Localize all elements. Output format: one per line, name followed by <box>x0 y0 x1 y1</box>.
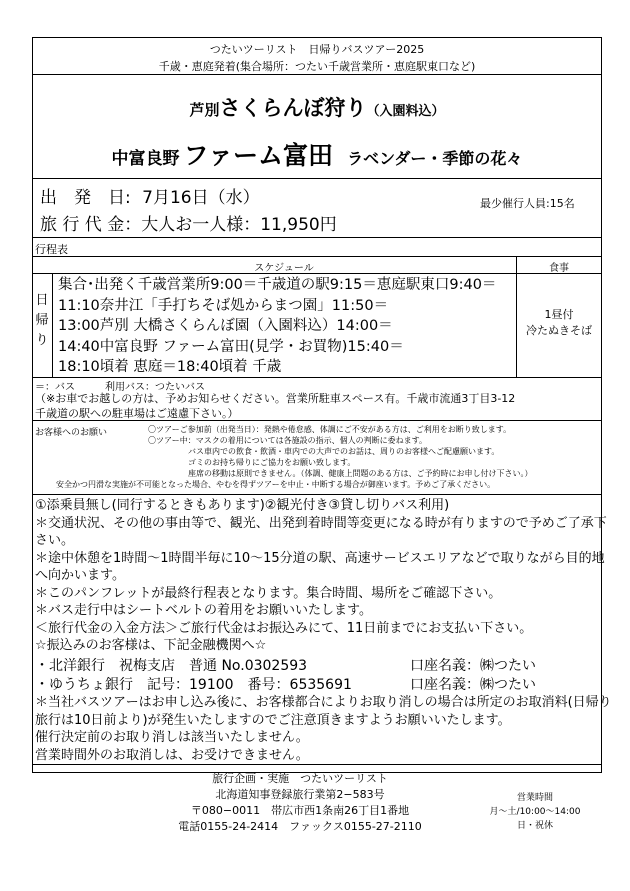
schedule-line: 13:00芦別 大橋さくらんぼ園（入園料込）14:00＝ <box>58 318 393 334</box>
condition-line: へ向かいます。 <box>35 568 125 583</box>
itinerary-day-sep <box>52 273 53 378</box>
condition-line: ＊交通状況、その他の事由等で、観光、出発到着時間等変更になる時が有りますので予めご了承下 <box>35 515 607 531</box>
price-divider <box>32 237 602 238</box>
title1-note: （入園料込） <box>366 104 445 119</box>
request-line: ゴミのお持ち帰りにご協力をお願い致します。 <box>188 458 356 467</box>
col-meal-header: 食事 <box>549 263 569 274</box>
condition-line: ☆振込みのお客様は、下記金融機関へ☆ <box>35 638 267 653</box>
price-value: 大人お一人様：11,950円 <box>141 215 337 235</box>
cancellation <box>35 694 612 764</box>
footer-line: 電話0155-24-2414 ファックス0155-27-2110 <box>178 820 422 833</box>
departure-value: 7月16日（水） <box>142 188 260 208</box>
requests-divider-bottom <box>32 494 602 495</box>
requests-label: お客様へのお願い <box>35 428 108 438</box>
cancel-line: ＊当社バスツアーはお申し込み後に、お客様都合によりお取り消しの場合は所定のお取消料(日帰り <box>35 695 612 710</box>
bank-row <box>35 674 600 694</box>
price-label: 旅 行 代 金： <box>40 215 142 235</box>
footer-divider <box>32 764 602 765</box>
request-line: 〇ツアーご参加前（出発当日）：発熱や倦怠感、体調にご不安がある方は、ご利用をお断り致します。 <box>148 425 512 434</box>
request-line: 〇ツアー中：マスクの着用については各施設の指示、個人の判断に委ねます。 <box>148 436 427 445</box>
title2-place: 中富良野 <box>111 149 180 169</box>
bank-name: ・北洋銀行 祝梅支店 普通 No.0302593 <box>35 658 308 674</box>
request-line: 安全かつ円滑な実施が不可能となった場合、やむを得ずツアーを中止・中断する場合が御座います。予めご了承ください。 <box>56 480 496 489</box>
request-line: 座席の移動は原則できません。（体調、健康上問題のある方は、ご予約時にお申し付け下さい。） <box>188 469 533 478</box>
footer-line: 北海道知事登録旅行業第2−583号 <box>215 788 385 801</box>
cancel-line: 催行決定前のお取り消しは該当いたしません。 <box>35 730 309 745</box>
schedule-line: 集合･出発く千歳営業所9:00＝千歳道の駅9:15＝恵庭駅東口9:40＝ <box>58 277 497 293</box>
meal-info <box>516 307 602 339</box>
cancel-line: 営業時間外のお取消しは、お受けできません。 <box>35 747 309 763</box>
min-participants: 最少催行人員:15名 <box>480 197 575 210</box>
title-row-2 <box>32 136 602 172</box>
schedule-line: 18:10頃着 恵庭＝18:40頃着 千歳 <box>58 359 282 375</box>
day-label-3: り <box>35 333 49 348</box>
title-divider <box>32 178 602 179</box>
day-label-1: 日 <box>35 293 49 308</box>
condition-line: ＊途中休憩を1時間〜1時間半毎に10〜15分道の駅、高速サービスエリアなどで取りながら目的地 <box>35 550 605 566</box>
header-divider <box>32 74 602 75</box>
request-line: バス車内での飲食・飲酒・車内での大声でのお話は、周りのお客様へご配慮願います。 <box>188 447 500 456</box>
bank-holder: 口座名義：㈱つたい <box>410 677 536 693</box>
departure-row <box>40 183 260 208</box>
footer-line: 〒080−0011 帯広市西1条南26丁目1番地 <box>190 804 410 817</box>
header-line1: つたいツーリスト 日帰りバスツアー2025 <box>209 43 425 56</box>
title-row-1 <box>32 92 602 122</box>
col-schedule-header: スケジュール <box>254 263 314 274</box>
hours-label: 営業時間 <box>516 793 553 803</box>
condition-line: ①添乗員無し(同行するときもあります)②観光付き③貸し切りバス利用) <box>35 498 450 513</box>
condition-line: ＊このパンフレットが最終行程表となります。集合時間、場所をご確認下さい。 <box>35 585 502 601</box>
meal-line-2: 冷たぬきそば <box>526 324 592 337</box>
footer-line: 旅行企画・実施 つたいツーリスト <box>212 772 388 785</box>
day-label-2: 帰 <box>35 313 49 328</box>
itinerary-label: 行程表 <box>35 243 68 256</box>
schedule-line: 11:10奈井江「手打ちそば処からまつ園」11:50＝ <box>58 297 389 314</box>
footer-company <box>160 771 440 835</box>
schedule-line: 14:40中富良野 ファーム富田(見学・お買物)15:40＝ <box>58 338 404 355</box>
bus-legend: ＝：バス 利用バス：つたいバス <box>35 382 205 393</box>
title1-main: さくらんぼ狩り <box>219 96 367 120</box>
condition-line: さい。 <box>35 533 75 548</box>
cancel-line: 旅行は10日前より)が発生いたしますのでご注意頂きますようお願いいたします。 <box>35 712 511 728</box>
closed-days: 日・祝休 <box>516 821 553 831</box>
bank-name: ・ゆうちょ銀行 記号：19100 番号：6535691 <box>35 677 352 693</box>
meal-line-1: 1昼付 <box>544 308 574 321</box>
hours-value: 月〜土/10:00〜14:00 <box>489 807 581 817</box>
day-label <box>32 291 52 351</box>
title2-main: ファーム富田 <box>183 141 334 170</box>
title2-sub: ラベンダー・季節の花々 <box>347 149 523 168</box>
title1-place: 芦別 <box>189 101 220 119</box>
car-note-1: （※お車でお越しの方は、予めお知らせください。営業所駐車スペース有。千歳市流通3丁目3-12 <box>35 392 516 405</box>
header-line2: 千歳・恵庭発着(集合場所：つたい千歳営業所・恵庭駅東口など) <box>158 60 476 73</box>
schedule-lines <box>58 275 496 378</box>
bank-row <box>35 655 600 675</box>
car-note-2: 千歳道の駅への駐車場はご遠慮下さい。） <box>35 407 239 420</box>
price-row <box>40 210 337 235</box>
bank-holder: 口座名義：㈱つたい <box>410 658 536 674</box>
condition-line: ＊バス走行中はシートベルトの着用をお願いいたします。 <box>35 603 372 618</box>
departure-label: 出 発 日: <box>40 188 131 208</box>
requests-divider-top <box>32 420 602 421</box>
business-hours <box>470 791 600 833</box>
condition-line: ＜旅行代金の入金方法＞ご旅行代金はお振込みにて、11日前までにお支払い下さい。 <box>35 620 533 636</box>
conditions <box>35 497 607 655</box>
